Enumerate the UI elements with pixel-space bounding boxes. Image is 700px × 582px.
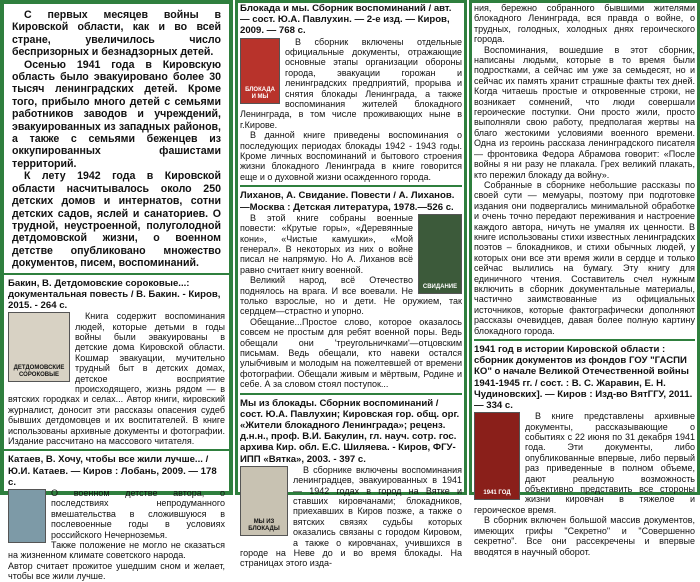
book-entry-kataev: [4, 454, 229, 581]
book-heading: Катаев, В. Хочу, чтобы все жили лучше... / Ю.И. Катаев. — Киров : Лобань, 2009. — 178 с.: [8, 454, 217, 488]
book-entry-bakin: [4, 278, 229, 447]
book-cover-title: БЛОКАДА И МЫ: [245, 86, 275, 100]
book-description: Собранные в сборнике небольшие рассказы по своей сути — мемуары, поэтому при подготовке издания они подвергались минимальной обработке и очень точно передают переживания и настроение каждого автора, ничуть не умаляя их ценности. В книге использованы стихи известных ленинградских поэтов – блокадников, и стихи обычных людей, у которых они все эти время жили в сердце и только сейчас вылились на бумагу. Эту книгу для единичного чтения. Составитель счел нужным включить в сборник документальные материалы, частично заимствованные из официальных источников, которые фактографически дополняют рассказы очевидцев, давая более полную картину блокадного города.: [474, 179, 695, 336]
column-middle: [235, 0, 467, 569]
book-cover-title: СВИДАНИЕ: [422, 283, 458, 290]
book-entry-1941: [474, 344, 695, 557]
book-heading: 1941 год в истории Кировской области : сборник документов из фондов ГОУ "ГАСПИ КО" о начале Великой Отечественной войны 1941-1945 гг. / сост. : В. С. Жаравин, Е. Н. Чудиновских]. — Киров : Изд-во ВятГГУ, 2011. — 334 с.: [474, 344, 693, 412]
intro-paragraph: К лету 1942 года в Кировской области насчитывалось около 250 детских домов и интернатов, сотни детских садов, яслей и санаториев. О трудной, неустроенной, полуголодной детдомовской жизни, о военном детстве опубликовано множество документов, писем, воспоминаний.: [12, 170, 221, 270]
book-description: Книга содержит воспоминания людей, которые детьми в годы войны были эвакуированы в детские дома Кировской области. Кошмар эвакуации, мучительно трудный быт в детских домах, детское восприятие происходящего, жизнь рядом — в вятских городках и селах... Автор книги, кировский журналист, доносит эти рассказы опасения судеб бывших детдомовцев и их воспитателей. В книге использованы архивные документы и фотографии. Издание рассчитано на массового читателя.: [8, 311, 225, 447]
book-description: Воспоминания, вошедшие в этот сборник, написаны людьми, которые в то время были подростками, а сейчас им уже за семьдесят, но и сейчас их память хранит страшные факты тех дней. Когда читаешь простые и откровенные строки, не возникает сомнений, что люди совершали героические поступки. Они просто жили, просто выполняли свою работу, предполагая жертвы на благо жестокими условиями военного времени. Одна из героинь рассказа ленинградского писателя — фронтовика Федора Абрамова говорит: «После войны я ни разу не плакала. Грех великий плакать, кто пережил блокаду да войну».: [474, 44, 695, 180]
continued-text: [474, 3, 695, 336]
book-heading: Лиханов, А. Свидание. Повести / А. Лиханов. —Москва : Детская литература, 1978.—526 с.: [240, 190, 455, 213]
book-entry-my-iz-blokady: [240, 398, 462, 569]
book-cover-image: [474, 412, 520, 500]
intro-text: [4, 4, 229, 270]
book-description: В книге представлены архивные документы, рассказывающие о событиях с 22 июня по 31 декабря 1941 года. Эти документы, либо опубликованные впервые, либо первый раз приведенные в полном объеме, дают реальную возможность объективно представить все стороны жизни кировчан в тяжелое и героическое время.: [474, 411, 695, 515]
book-description: Также положение не могло не сказаться на жизненном климате советского народа.: [8, 540, 225, 561]
book-heading: Блокада и мы. Сборник воспоминаний / авт. — сост. Ю.А. Павлухин. — 2-е изд. — Киров, 2009. — 768 с.: [240, 3, 452, 37]
intro-paragraph: Осенью 1941 года в Кировскую область было эвакуировано более 30 тысяч ленинградских детей. Кроме того, прибыло много детей с семьями работников заводов и учреждений, эвакуированных из западных районов, а также с семьями беженцев из оккупированных фашистами территорий.: [12, 58, 221, 170]
book-description: Автор считает прожитое ушедшим сном и желает, чтобы все жили лучше.: [8, 560, 225, 582]
column-right: [469, 0, 700, 557]
book-entry-likhanov: [240, 190, 462, 389]
divider: [474, 339, 695, 341]
book-cover-image: [240, 466, 288, 536]
book-description: Обещание...Простое слово, которое оказалось совсем не простым для ребят военной поры. Ведь обещали они 'треугольничками'—отцовским письмам. Ведь обещали, кто навеки остался улыбчивым и молодым на пожелтевшей от времени фотографии. Обещали живым и мёртвым, Родине и себе. А за словом стоял поступок...: [240, 316, 462, 390]
book-cover-title: 1941 ГОД: [483, 490, 511, 497]
book-entry-blokada-i-my: [240, 3, 462, 182]
divider: [4, 273, 229, 275]
book-cover-image: [8, 489, 46, 543]
book-cover-image: [240, 38, 280, 104]
intro-paragraph: С первых месяцев войны в Кировской области, как и во всей стране, увеличилось число беспризорных и безнадзорных детей.: [12, 9, 221, 59]
book-description: Великий народ, всё Отечество поднялось на врага. И все воевали. Не только взрослые, но и дети. Не оружием, так сердцем—страстно и упорно.: [240, 275, 462, 317]
book-description: О военном детстве автора, о последствиях непродуманного вмешательства в сложившуюся в послевоенные годы в условиях российского Нечерноземья.: [51, 488, 225, 540]
book-cover-image: [418, 214, 462, 294]
book-heading: Мы из блокады. Сборник воспоминаний / сост. Ю.А. Павлухин; Кировская гор. общ. орг. «Жители блокадного Ленинграда»; реценз. д.н.н., проф. В.И. Бакулин, гл. науч. сотр. гос. архива Кир. обл. Е.С. Шиляева. - Киров, ФГУ-ИПП «Вятка», 2003. - 397 с.: [240, 397, 460, 465]
column-left: [0, 0, 233, 582]
book-description: В сборник включены отдельные официальные документы, отражающие основные этапы организации обороны города, эвакуации горожан и ленинградских предприятий, прорыва и снятия блокады Ленинграда, а также воспоминания жителей блокадного Ленинграда, в том числе проживающих ныне в г.Кирове.: [240, 36, 462, 130]
book-description: В сборник включен большой массив документов, имеющих грифы "Секретно" и "Совершенно секретно". Все они рассекречены и впервые вводятся в научный оборот.: [474, 515, 695, 557]
book-description: В данной книге приведены воспоминания о последующих периодах блокады 1942 - 1943 годы. Кроме личных воспоминаний и бытового строения жизни блокадного Ленинграда в книге говорится еще и о духовной жизни осажденного города.: [240, 130, 462, 182]
book-heading: Бакин, В. Детдомовские сороковые...: документальная повесть / В. Бакин. - Киров, 2015. - 264 с.: [8, 277, 221, 311]
divider: [4, 449, 229, 451]
book-description: ния, бережно собранного бывшими жителями блокадного Ленинграда, вся правда о войне, о трудных, голодных, холодных днях героического города.: [474, 3, 695, 45]
book-cover-title: МЫ ИЗ БЛОКАДЫ: [248, 518, 280, 532]
book-description: В этой книге собраны военные повести: «Крутые горы», «Деревянные кони», «Чистые камушки», «Мой генерал». В некоторых из них о войне писал не напрямую. Но А. Лиханов всё равно считает книгу военной.: [240, 212, 413, 275]
divider: [240, 393, 462, 395]
book-description: В сборнике включены воспоминания ленинградцев, эвакуированных в 1941 — 1942 годах в город на Вятке и ставших кировчанами; блокадников, приехавших в Киров позже, а также о вятских связях судьбы которых оказались связаны с городом Кировом, а также о кировчанах, учившихся в городе на Неве до и во время блокады. На страницах этого изда-: [240, 464, 462, 569]
book-cover-title: ДЕТДОМОВСКИЕ СОРОКОВЫЕ: [13, 365, 65, 379]
divider: [240, 185, 462, 187]
book-cover-image: [8, 312, 70, 382]
